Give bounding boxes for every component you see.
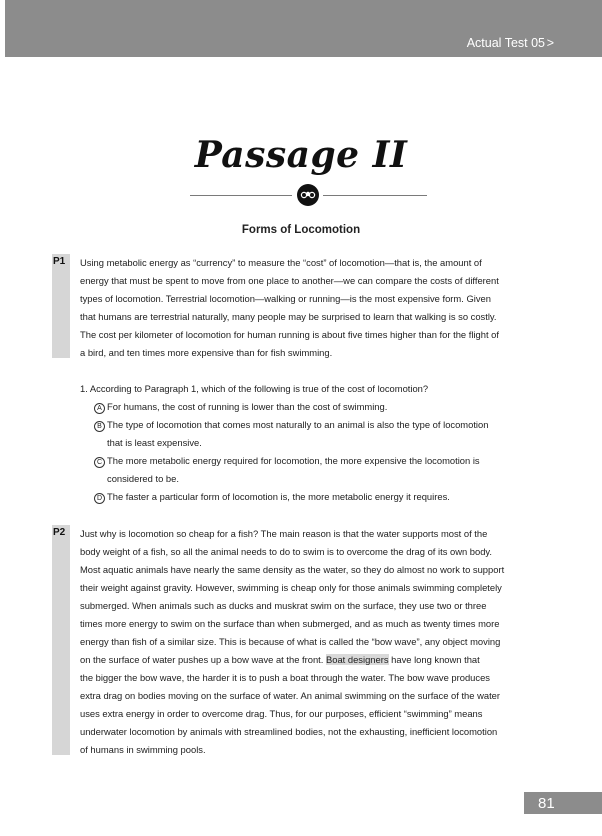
- chevron-right-icon[interactable]: >: [546, 36, 554, 50]
- option-letter: D: [94, 493, 105, 504]
- paragraph-line: underwater locomotion by animals with streamlined bodies, not the exhausting, inefficient locomotion: [80, 726, 498, 737]
- option-text: that is least expensive.: [107, 437, 202, 448]
- paragraph-line: uses extra energy in order to overcome drag. Thus, for our purposes, efficient “swimming” means: [80, 708, 483, 719]
- paragraph-line: submerged. When animals such as ducks and muskrat swim on the surface, they use two or three: [80, 600, 487, 611]
- option-text: For humans, the cost of running is lower than the cost of swimming.: [107, 401, 388, 412]
- paragraph-line: Using metabolic energy as “currency” to measure the “cost” of locomotion—that is, the amount of: [80, 257, 482, 268]
- option-text: considered to be.: [107, 473, 179, 484]
- option-letter: A: [94, 403, 105, 414]
- option-text: The more metabolic energy required for locomotion, the more expensive the locomotion is: [107, 455, 480, 466]
- passage-title: Passage II: [194, 134, 408, 176]
- option-text: The type of locomotion that comes most naturally to an animal is also the type of locomotion: [107, 419, 489, 430]
- answer-option-a[interactable]: [80, 398, 540, 416]
- paragraph-line: energy than fish of a similar size. This is because of what is called the “bow wave”, any object moving: [80, 636, 501, 647]
- paragraph-line: energy that must be spent to move from one place to another—we can compare the costs of different: [80, 275, 499, 286]
- answer-option-c[interactable]: [80, 452, 540, 488]
- paragraph-line: Most aquatic animals have nearly the same density as the water, so they do almost no work to support: [80, 564, 505, 575]
- header-bar: [5, 0, 602, 57]
- question-1: [80, 380, 540, 506]
- paragraph-label: P2: [53, 527, 66, 538]
- paragraph-line: The cost per kilometer of locomotion for human running is about five times higher than for the flight of: [80, 329, 499, 340]
- passage-subtitle: Forms of Locomotion: [241, 224, 361, 236]
- title-divider-left: [190, 195, 292, 196]
- highlighted-phrase[interactable]: Boat designers: [325, 654, 389, 665]
- text-after-highlight: have long known that: [388, 654, 480, 665]
- title-divider-right: [323, 195, 427, 196]
- option-text: The faster a particular form of locomotion is, the more metabolic energy it requires.: [107, 491, 450, 502]
- option-letter: B: [94, 421, 105, 432]
- paragraph-line: their weight against gravity. However, swimming is cheap only for those animals swimming completely: [80, 582, 502, 593]
- paragraph-p1: [80, 254, 540, 362]
- paragraph-line: that humans are terrestrial naturally, many people may be surprised to learn that walking is so costly.: [80, 311, 497, 322]
- question-stem: 1. According to Paragraph 1, which of the following is true of the cost of locomotion?: [80, 383, 429, 394]
- paragraph-line: Just why is locomotion so cheap for a fish? The main reason is that the water supports most of the: [80, 528, 488, 539]
- page-number: 81: [538, 795, 555, 812]
- paragraph-line: extra drag on bodies moving on the surface of water. An animal swimming on the surface of the water: [80, 690, 501, 701]
- paragraph-line: of humans in swimming pools.: [80, 744, 206, 755]
- paragraph-line: times more energy to swim on the surface than when submerged, and as much as twenty times more: [80, 618, 500, 629]
- paragraph-tab-p2: [52, 525, 70, 755]
- answer-option-d[interactable]: [80, 488, 540, 506]
- paragraph-label: P1: [53, 256, 66, 267]
- emblem-icon: [297, 184, 319, 206]
- paragraph-line-highlighted: [80, 651, 540, 669]
- section-label: Actual Test 05: [466, 36, 545, 50]
- answer-option-b[interactable]: [80, 416, 540, 452]
- paragraph-tab-p1: [52, 254, 70, 358]
- paragraph-line: a bird, and ten times more expensive than for fish swimming.: [80, 347, 333, 358]
- option-letter: C: [94, 457, 105, 468]
- paragraph-p2: [80, 525, 540, 759]
- text-before-highlight: on the surface of water pushes up a bow wave at the front.: [80, 654, 326, 665]
- paragraph-line: the bigger the bow wave, the harder it is to push a boat through the water. The bow wave produces: [80, 672, 490, 683]
- page-number-badge: [524, 792, 602, 814]
- paragraph-line: body weight of a fish, so all the animal needs to do to swim is to overcome the drag of its own body.: [80, 546, 493, 557]
- paragraph-line: types of locomotion. Terrestrial locomotion—walking or running—is the most expensive form. Given: [80, 293, 491, 304]
